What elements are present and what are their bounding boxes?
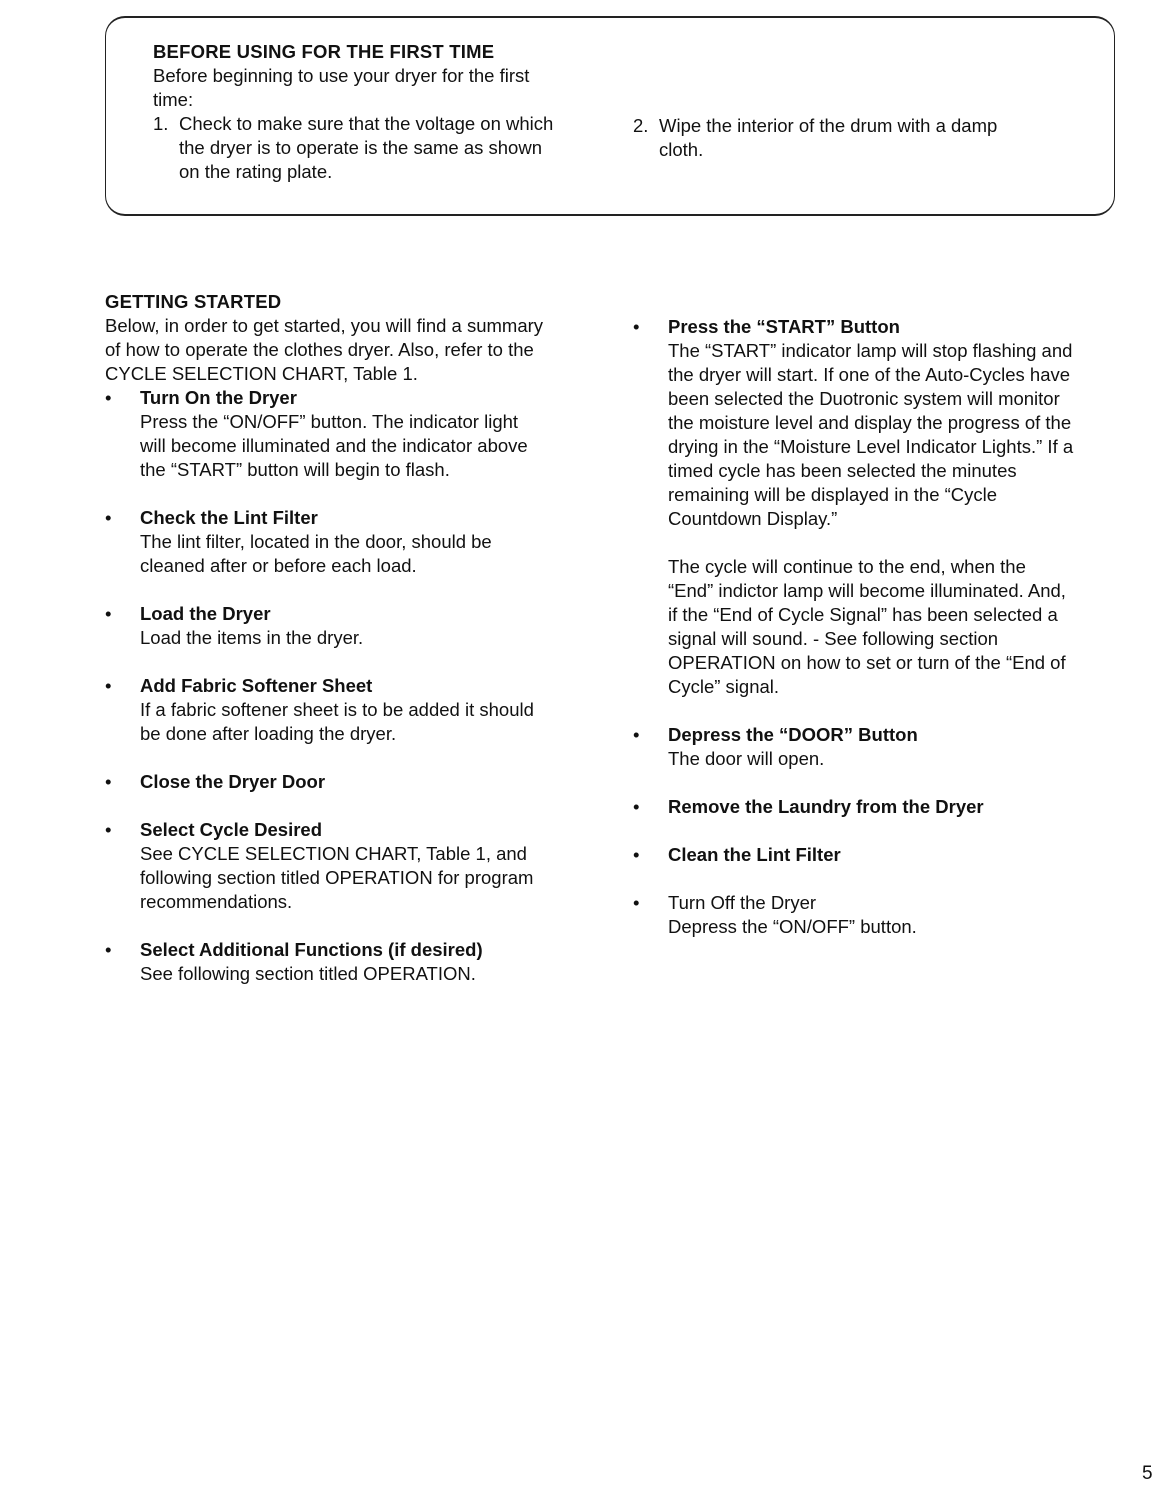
step-turn-on-dryer [105,386,605,482]
step-title: Select Cycle Desired [140,819,323,840]
step-text-line: If a fabric softener sheet is to be added it should [140,699,534,720]
step-text-line: cleaned after or before each load. [140,555,417,576]
step-remove-laundry [633,795,1118,819]
step-title: Remove the Laundry from the Dryer [668,796,984,817]
item-text-line: cloth. [659,139,704,160]
bullet-icon: • [633,796,640,817]
step-text-line: been selected the Duotronic system will monitor [668,388,1060,409]
step-title: Press the “START” Button [668,316,900,337]
first-time-right-column [633,114,1053,162]
getting-started-right-column [633,315,1118,939]
step-text-line: See following section titled OPERATION. [140,963,476,984]
step-text-line: following section titled OPERATION for program [140,867,534,888]
step-text-line: signal will sound. - See following section [668,628,999,649]
step-title: Turn On the Dryer [140,387,297,408]
bullet-icon: • [105,603,112,624]
step-title: Clean the Lint Filter [668,844,841,865]
first-time-heading: BEFORE USING FOR THE FIRST TIME [153,41,495,62]
bullet-icon: • [105,771,112,792]
step-title: Add Fabric Softener Sheet [140,675,373,696]
step-text-line: Depress the “ON/OFF” button. [668,916,917,937]
page-number: 5 [1142,1463,1153,1484]
item-text-line: Wipe the interior of the drum with a damp [659,115,998,136]
first-time-box [105,16,1115,216]
step-depress-door [633,723,1118,771]
step-load-dryer [105,602,605,650]
first-time-intro-line: time: [153,89,194,110]
step-text-line: The cycle will continue to the end, when the [668,556,1026,577]
bullet-icon: • [633,316,640,337]
step-text-line: Cycle” signal. [668,676,780,697]
step-check-lint-filter [105,506,605,578]
step-text-line: Countdown Display.” [668,508,838,529]
step-title: Close the Dryer Door [140,771,326,792]
first-time-item-1 [153,112,603,184]
step-title: Select Additional Functions (if desired) [140,939,483,960]
step-text-line: See CYCLE SELECTION CHART, Table 1, and [140,843,527,864]
getting-started-heading: GETTING STARTED [105,291,282,312]
getting-started-left-column [105,290,605,986]
step-text-line: timed cycle has been selected the minutes [668,460,1017,481]
step-turn-off-dryer [633,891,1118,939]
step-text-line: OPERATION on how to set or turn of the “End of [668,652,1066,673]
bullet-icon: • [105,507,112,528]
step-text-line: recommendations. [140,891,293,912]
item-number: 2. [633,115,649,136]
step-text-line: if the “End of Cycle Signal” has been selected a [668,604,1058,625]
bullet-icon: • [105,819,112,840]
getting-started-intro-line: Below, in order to get started, you will find a summary [105,315,544,336]
first-time-intro-line: Before beginning to use your dryer for the first [153,65,530,86]
bullet-icon: • [105,939,112,960]
bullet-icon: • [633,724,640,745]
step-text-line: Load the items in the dryer. [140,627,364,648]
step-press-start [633,315,1118,699]
bullet-icon: • [633,844,640,865]
step-add-fabric-softener [105,674,605,746]
item-number: 1. [153,113,169,134]
step-select-cycle [105,818,605,914]
step-select-additional-functions [105,938,605,986]
step-close-dryer-door [105,770,605,794]
step-title: Load the Dryer [140,603,271,624]
item-text-line: on the rating plate. [179,161,333,182]
first-time-left-column [153,40,603,184]
step-title: Depress the “DOOR” Button [668,724,918,745]
step-text-line: be done after loading the dryer. [140,723,397,744]
step-text-line: will become illuminated and the indicator above [140,435,528,456]
getting-started-intro-line: of how to operate the clothes dryer. Also, refer to the [105,339,534,360]
step-text-line: Turn Off the Dryer [668,892,817,913]
bullet-icon: • [105,387,112,408]
step-clean-lint-filter [633,843,1118,867]
step-text-line: Press the “ON/OFF” button. The indicator light [140,411,519,432]
bullet-icon: • [633,892,640,913]
step-text-line: “End” indictor lamp will become illuminated. And, [668,580,1066,601]
step-title: Check the Lint Filter [140,507,318,528]
item-text-line: Check to make sure that the voltage on which [179,113,554,134]
bullet-icon: • [105,675,112,696]
item-text-line: the dryer is to operate is the same as shown [179,137,542,158]
step-text-line: The “START” indicator lamp will stop flashing and [668,340,1073,361]
step-text-line: drying in the “Moisture Level Indicator Lights.” If a [668,436,1074,457]
step-text-line: The door will open. [668,748,825,769]
step-text-line: the moisture level and display the progress of the [668,412,1072,433]
getting-started-intro-line: CYCLE SELECTION CHART, Table 1. [105,363,418,384]
step-text-line: The lint filter, located in the door, should be [140,531,492,552]
step-text-line: the “START” button will begin to flash. [140,459,450,480]
first-time-item-2 [633,114,1053,162]
step-text-line: remaining will be displayed in the “Cycle [668,484,998,505]
step-text-line: the dryer will start. If one of the Auto-Cycles have [668,364,1071,385]
